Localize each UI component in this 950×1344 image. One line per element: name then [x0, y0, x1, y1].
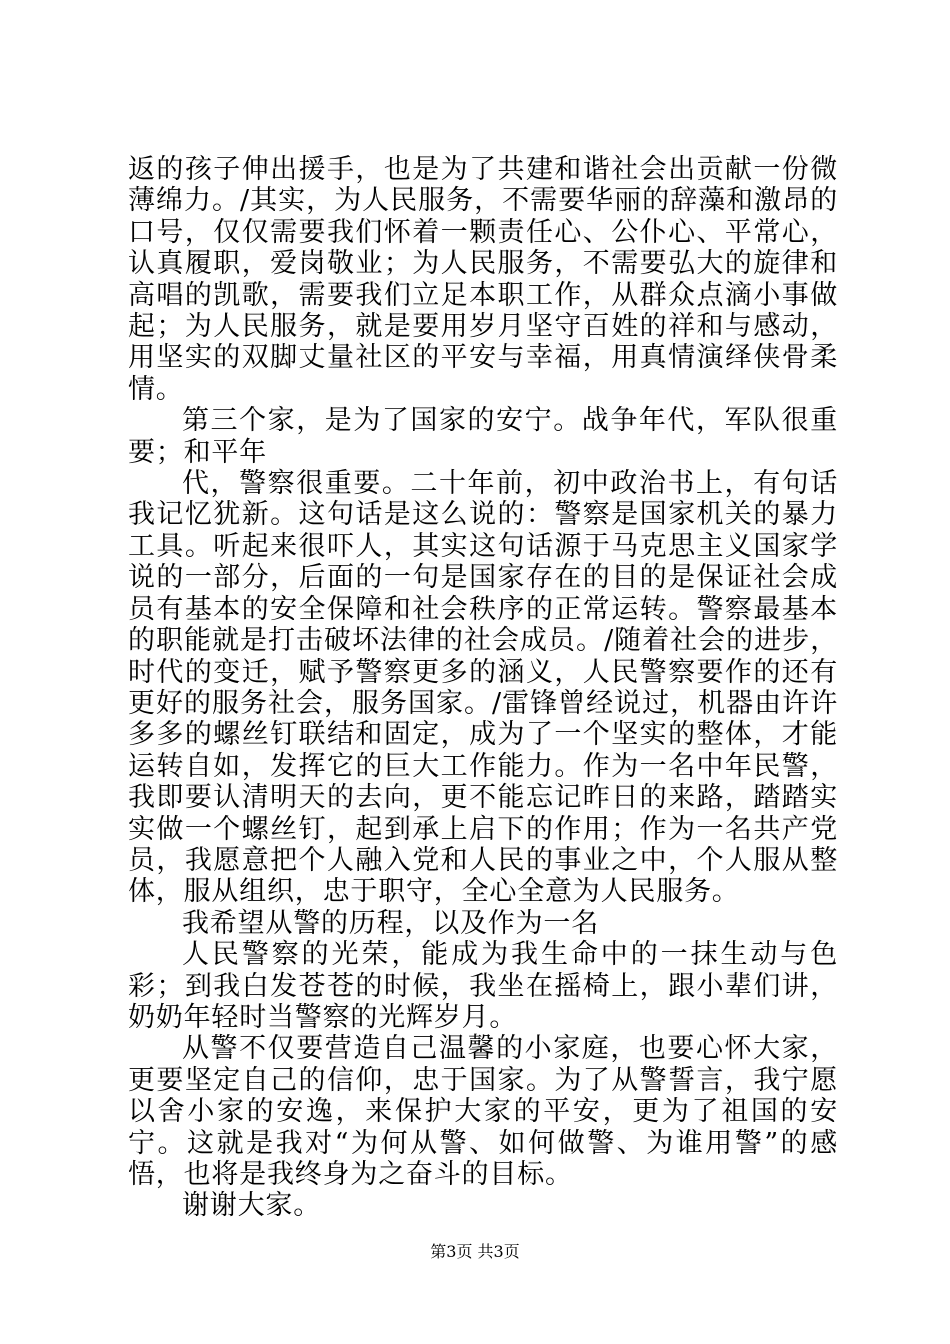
paragraph-3: 代，警察很重要。二十年前，初中政治书上，有句话我记忆犹新。这句话是这么说的：警察是国家机关的暴力工具。听起来很吓人，其实这句话源于马克思主义国家学说的一部分，后面的一句是国家存在的目的是保证社会成员有基本的安全保障和社会秩序的正常运转。警察最基本的职能就是打击破坏法律的社会成员。/随着社会的进步，时代的变迁，赋予警察更多的涵义，人民警察要作的还有更好的服务社会，服务国家。/雷锋曾经说过，机器由许许多多的螺丝钉联结和固定，成为了一个坚实的整体，才能运转自如，发挥它的巨大工作能力。作为一名中年民警，我即要认清明天的去向，更不能忘记昨日的来路，踏踏实实做一个螺丝钉，起到承上启下的作用；作为一名共产党员，我愿意把个人融入党和人民的事业之中，个人服从整体，服从组织，忠于职守，全心全意为人民服务。: [128, 468, 838, 908]
paragraph-6: 从警不仅要营造自己温馨的小家庭，也要心怀大家，更要坚定自己的信仰，忠于国家。为了从警誓言，我宁愿以舍小家的安逸，来保护大家的平安，更为了祖国的安宁。这就是我对“为何从警、如何做警、为谁用警”的感悟，也将是我终身为之奋斗的目标。: [128, 1033, 838, 1190]
paragraph-1: 返的孩子伸出援手，也是为了共建和谐社会出贡献一份微薄绵力。/其实，为人民服务，不需要华丽的辞藻和激昂的口号，仅仅需要我们怀着一颗责任心、公仆心、平常心，认真履职，爱岗敬业；为人民服务，不需要弘大的旋律和高唱的凯歌，需要我们立足本职工作，从群众点滴小事做起；为人民服务，就是要用岁月坚守百姓的祥和与感动，用坚实的双脚丈量社区的平安与幸福，用真情演绎侠骨柔情。: [128, 154, 838, 405]
paragraph-4: 我希望从警的历程，以及作为一名: [182, 907, 599, 939]
paragraph-7: 谢谢大家。: [182, 1190, 321, 1222]
paragraph-2: 第三个家，是为了国家的安宁。战争年代，军队很重要；和平年: [128, 405, 838, 468]
page-footer: 第3页 共3页: [430, 1242, 520, 1261]
document-body: [128, 154, 838, 1222]
paragraph-5: 人民警察的光荣，能成为我生命中的一抹生动与色彩；到我白发苍苍的时候，我坐在摇椅上，跟小辈们讲，奶奶年轻时当警察的光辉岁月。: [128, 939, 838, 1033]
